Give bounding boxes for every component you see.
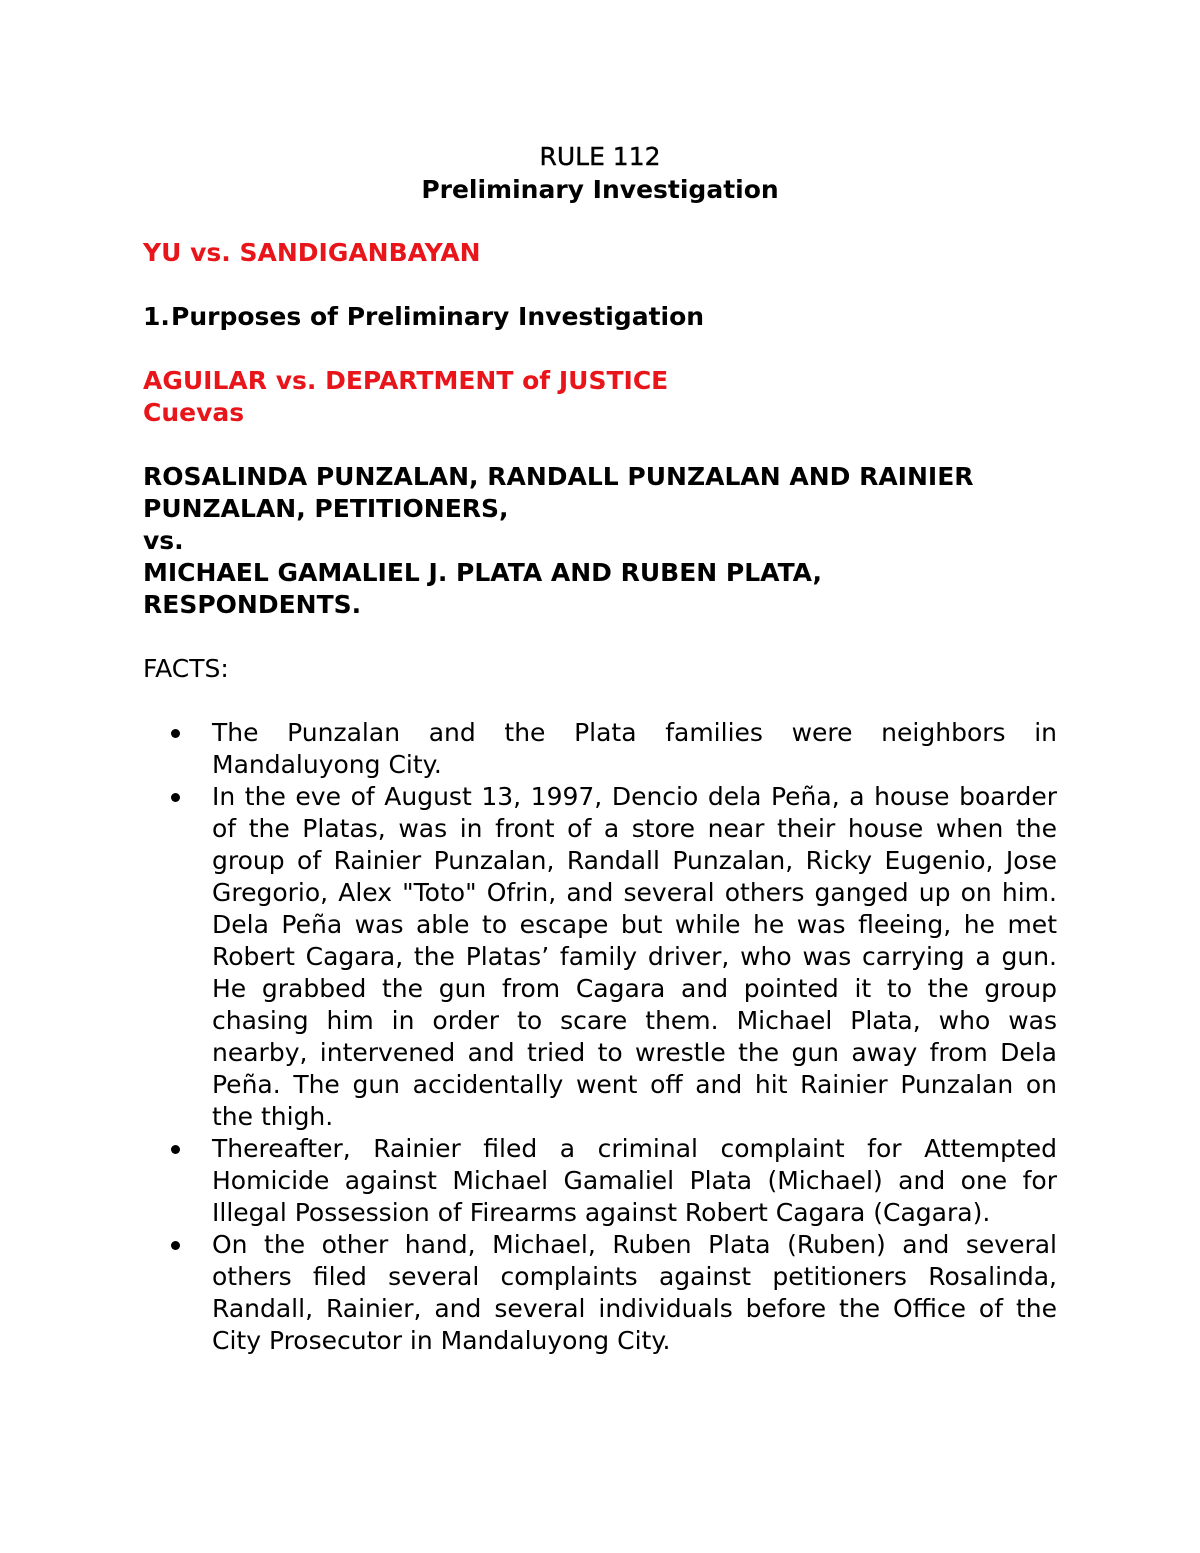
bullet-icon [171,1145,180,1154]
fact-text: The Punzalan and the Plata families were neighbors in Mandaluyong City. [212,718,1057,779]
respondents-line-2: RESPONDENTS. [143,590,362,619]
section-heading [143,301,1057,333]
fact-text: On the other hand, Michael, Ruben Plata (Ruben) and several others filed several complaints against petitioners Rosalinda, Randall, Rainier, and several individuals before the Office of the City Prosecutor in Mandaluyong City. [212,1230,1057,1355]
facts-list [143,717,1057,1357]
bullet-icon [171,793,180,802]
list-item [143,781,1057,1133]
petitioners-line-1: ROSALINDA PUNZALAN, RANDALL PUNZALAN AND RAINIER [143,462,974,491]
section-title: Purposes of Preliminary Investigation [171,302,705,331]
fact-text: Thereafter, Rainier filed a criminal complaint for Attempted Homicide against Michael Gamaliel Plata (Michael) and one for Illegal Possession of Firearms against Robert Cagara (Cagara). [212,1134,1057,1227]
document-page [143,140,1057,1357]
fact-text: In the eve of August 13, 1997, Dencio dela Peña, a house boarder of the Platas, was in front of a store near their house when the group of Rainier Punzalan, Randall Punzalan, Ricky Eugenio, Jose Gregorio, Alex "Toto" Ofrin, and several others ganged up on him. Dela Peña was able to escape but while he was fleeing, he met Robert Cagara, the Platas’ family driver, who was carrying a gun. He grabbed the gun from Cagara and pointed it to the group chasing him in order to scare them. Michael Plata, who was nearby, intervened and tried to wrestle the gun away from Dela Peña. The gun accidentally went off and hit Rainier Punzalan on the thigh. [212,782,1057,1131]
bullet-icon [171,729,180,738]
case-author: Cuevas [143,398,245,427]
section-number: 1. [143,302,170,331]
versus-line: vs. [143,526,184,555]
facts-label: FACTS: [143,654,229,683]
rule-title: RULE 112 [539,142,661,171]
case-heading-aguilar: AGUILAR vs. DEPARTMENT of JUSTICE [143,366,669,395]
case-heading-yu: YU vs. SANDIGANBAYAN [143,238,481,267]
rule-subtitle: Preliminary Investigation [421,175,779,204]
list-item [143,717,1057,781]
case-parties [143,461,1057,621]
bullet-icon [171,1241,180,1250]
list-item [143,1229,1057,1357]
respondents-line-1: MICHAEL GAMALIEL J. PLATA AND RUBEN PLATA, [143,558,822,587]
petitioners-line-2: PUNZALAN, PETITIONERS, [143,494,509,523]
list-item [143,1133,1057,1229]
